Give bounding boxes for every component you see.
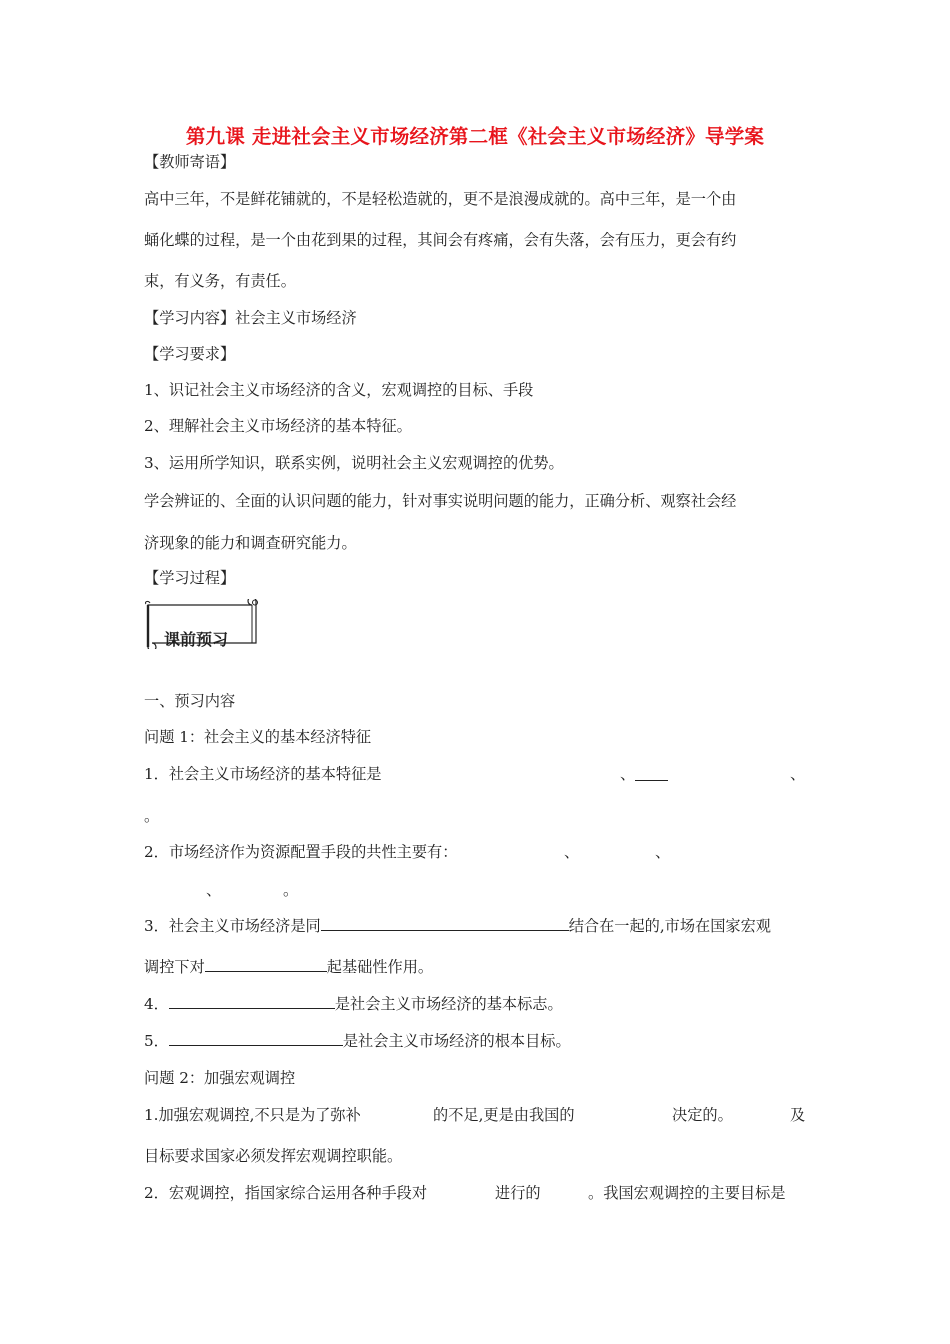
page-title: 第九课 走进社会主义市场经济第二框《社会主义市场经济》导学案 — [185, 125, 765, 148]
section-1-heading: 一、预习内容 — [144, 692, 236, 710]
q1-item-3-blank-1[interactable] — [321, 916, 569, 931]
preview-box-label: 课前预习 — [164, 630, 229, 649]
q1-item-5-blank[interactable] — [169, 1031, 343, 1046]
q1-item-1-text: 1．社会主义市场经济的基本特征是 — [144, 765, 382, 783]
q1-item-5 — [144, 1030, 571, 1051]
q2-item-2-text-b: 进行的 — [495, 1184, 541, 1202]
q1-item-2-sep-3: 、 — [206, 881, 222, 899]
ability-line-2: 济现象的能力和调查研究能力。 — [144, 534, 357, 552]
q1-item-4 — [144, 993, 563, 1014]
q1-item-3-text-d: 起基础性作用。 — [326, 958, 434, 976]
q1-item-2-text: 2．市场经济作为资源配置手段的共性主要有： — [144, 843, 458, 861]
q1-item-3 — [144, 915, 771, 936]
q1-item-2-sep-2: 、 — [655, 843, 671, 861]
q1-item-1-end: 。 — [144, 807, 160, 825]
requirement-2: 2、理解社会主义市场经济的基本特征。 — [144, 417, 412, 435]
q1-item-1-blank-2[interactable] — [635, 766, 668, 781]
requirement-1: 1、识记社会主义市场经济的含义，宏观调控的目标、手段 — [144, 381, 534, 399]
requirement-3: 3、运用所学知识，联系实例，说明社会主义宏观调控的优势。 — [144, 454, 564, 472]
q1-item-3-blank-2[interactable] — [205, 957, 327, 972]
q1-item-2 — [144, 841, 806, 862]
q2-item-1-text-c: 决定的。 — [672, 1106, 733, 1124]
requirements-heading: 【学习要求】 — [144, 345, 236, 363]
question-1-heading: 问题 1：社会主义的基本经济特征 — [144, 728, 372, 746]
question-2-heading: 问题 2：加强宏观调控 — [144, 1069, 296, 1087]
q1-item-1-sep-2: 、 — [790, 765, 806, 783]
q1-item-2-sep-1: 、 — [564, 843, 580, 861]
q1-item-5-text: 是社会主义市场经济的根本目标。 — [342, 1032, 571, 1050]
q2-item-1-text-b: 的不足,更是由我国的 — [433, 1106, 575, 1124]
q1-item-2-end: 。 — [283, 881, 299, 899]
learning-content: 【学习内容】社会主义市场经济 — [144, 309, 357, 327]
q2-item-2 — [144, 1182, 806, 1203]
q1-item-1 — [144, 763, 806, 784]
q1-item-4-text: 是社会主义市场经济的基本标志。 — [334, 995, 563, 1013]
q1-item-1-sep-1: 、 — [620, 765, 636, 783]
process-heading: 【学习过程】 — [144, 569, 236, 587]
q2-item-1-text-a: 1.加强宏观调控,不只是为了弥补 — [144, 1106, 361, 1124]
teacher-message-line-3: 束，有义务，有责任。 — [144, 272, 296, 290]
q1-item-3-text-a: 3．社会主义市场经济是同 — [144, 917, 321, 935]
q2-item-1-text-d: 及 — [790, 1106, 806, 1124]
q1-item-3-text-b: 结合在一起的,市场在国家宏观 — [568, 917, 771, 935]
q1-item-4-blank[interactable] — [169, 994, 335, 1009]
q2-item-1-cont: 目标要求国家必须发挥宏观调控职能。 — [144, 1147, 403, 1165]
teacher-message-line-1: 高中三年，不是鲜花铺就的，不是轻松造就的，更不是浪漫成就的。高中三年，是一个由 — [144, 190, 737, 208]
teacher-message-heading: 【教师寄语】 — [144, 153, 236, 171]
q2-item-1 — [144, 1104, 806, 1125]
teacher-message-line-2: 蛹化蝶的过程，是一个由花到果的过程，其间会有疼痛，会有失落，会有压力，更会有约 — [144, 231, 737, 249]
ability-line-1: 学会辨证的、全面的认识问题的能力，针对事实说明问题的能力，正确分析、观察社会经 — [144, 492, 737, 510]
q2-item-2-text-a: 2．宏观调控，指国家综合运用各种手段对 — [144, 1184, 428, 1202]
q2-item-2-text-c: 。我国宏观调控的主要目标是 — [588, 1184, 786, 1202]
q1-item-4-number: 4． — [144, 995, 169, 1013]
q1-item-5-number: 5． — [144, 1032, 169, 1050]
q1-item-3-cont — [144, 956, 433, 977]
q1-item-3-text-c: 调控下对 — [144, 958, 205, 976]
